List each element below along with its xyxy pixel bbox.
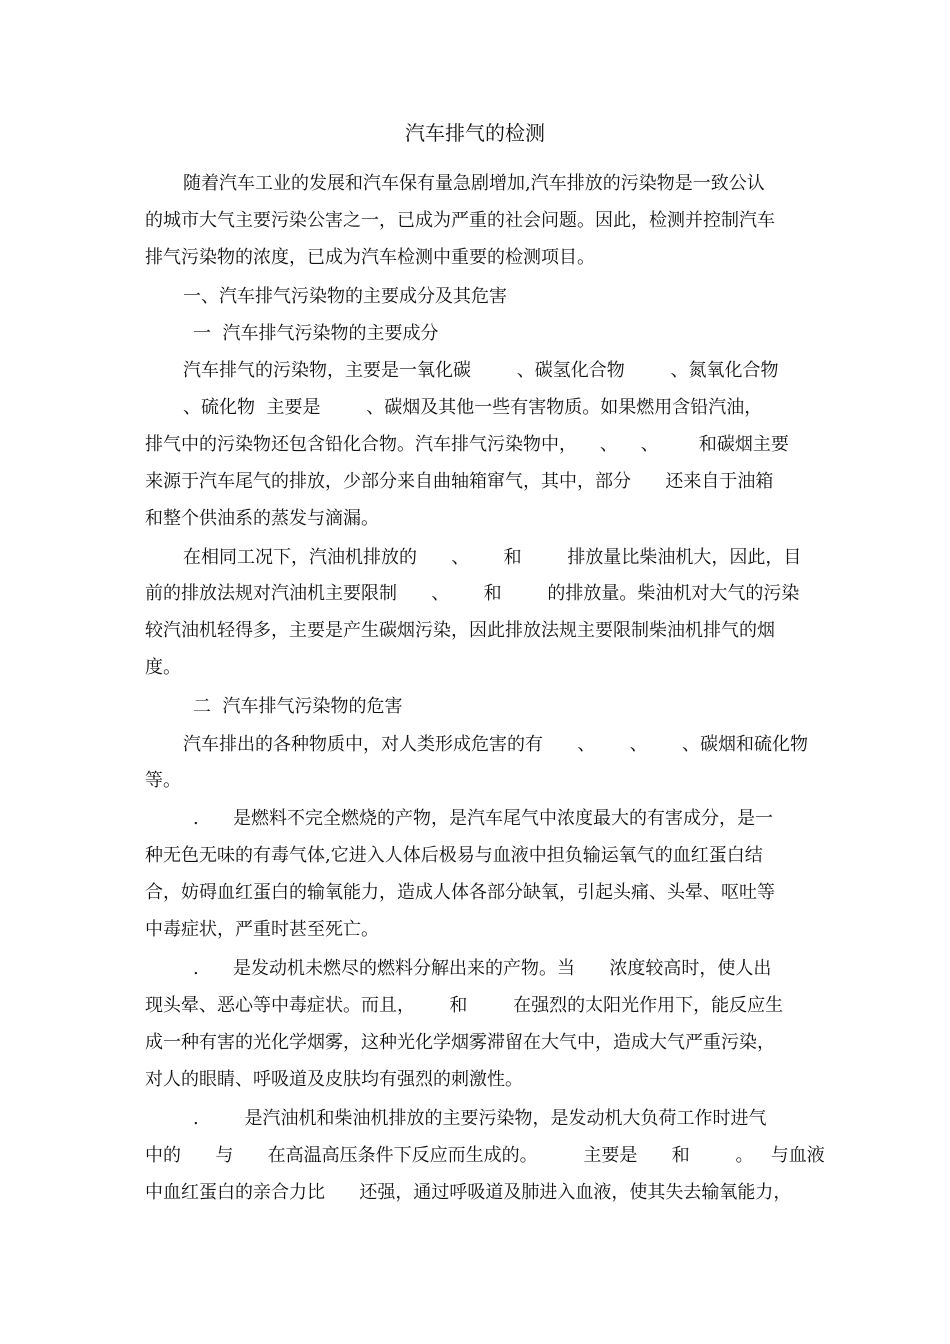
paragraph-line: 汽车排气的污染物，主要是一氧化碳 、碳氢化合物 、氮氧化合物 bbox=[183, 360, 779, 381]
paragraph-line: 在相同工况下，汽油机排放的 、 和 排放量比柴油机大，因此，目 bbox=[183, 547, 802, 568]
paragraph-line: 现头晕、恶心等中毒症状。而且， 和 在强烈的太阳光作用下，能反应生 bbox=[145, 995, 784, 1016]
section-heading: 一、汽车排气污染物的主要成分及其危害 bbox=[183, 286, 507, 307]
paragraph-line: 中的 与 在高温高压条件下反应而生成的。 主要是 和 。 与血液 bbox=[145, 1145, 825, 1166]
paragraph-line: 来源于汽车尾气的排放，少部分来自曲轴箱窜气，其中，部分 还来自于油箱 bbox=[145, 471, 774, 492]
paragraph-line: 对人的眼睛、呼吸道及皮肤均有强烈的刺激性。 bbox=[145, 1069, 523, 1090]
paragraph-line: 的城市大气主要污染公害之一，已成为严重的社会问题。因此，检测并控制汽车 bbox=[145, 210, 775, 231]
paragraph-line: 前的排放法规对汽油机主要限制 、 和 的排放量。柴油机对大气的污染 bbox=[145, 583, 800, 604]
document-title: 汽车排气的检测 bbox=[405, 121, 545, 145]
paragraph-line: . 是汽油机和柴油机排放的主要污染物，是发动机大负荷工作时进气 bbox=[193, 1108, 767, 1129]
paragraph-line: . 是发动机未燃尽的燃料分解出来的产物。当 浓度较高时，使人出 bbox=[193, 958, 772, 979]
paragraph-line: 合，妨碍血红蛋白的输氧能力，造成人体各部分缺氧，引起头痛、头晕、呕吐等 bbox=[145, 882, 775, 903]
paragraph-line: 成一种有害的光化学烟雾，这种光化学烟雾滞留在大气中，造成大气严重污染， bbox=[145, 1032, 775, 1053]
subsection-heading: 一 汽车排气污染物的主要成分 bbox=[193, 323, 439, 344]
paragraph-line: 等。 bbox=[145, 770, 181, 791]
paragraph-line: 较汽油机轻得多，主要是产生碳烟污染，因此排放法规主要限制柴油机排气的烟 bbox=[145, 620, 775, 641]
paragraph-line: . 是燃料不完全燃烧的产物，是汽车尾气中浓度最大的有害成分，是一 bbox=[193, 808, 774, 829]
paragraph-line: 中毒症状，严重时甚至死亡。 bbox=[145, 919, 379, 940]
paragraph-line: 汽车排出的各种物质中，对人类形成危害的有 、 、 、碳烟和硫化物 bbox=[183, 734, 808, 755]
paragraph-line: 排气污染物的浓度，已成为汽车检测中重要的检测项目。 bbox=[145, 247, 595, 268]
paragraph-line: 度。 bbox=[145, 657, 181, 678]
paragraph-line: 中血红蛋白的亲合力比 还强，通过呼吸道及肺进入血液，使其失去输氧能力， bbox=[145, 1182, 792, 1203]
paragraph-line: 种无色无味的有毒气体,它进入人体后极易与血液中担负输运氧气的血红蛋白结 bbox=[145, 845, 763, 866]
paragraph-line: 和整个供油系的蒸发与滴漏。 bbox=[145, 508, 379, 529]
paragraph-line: 、硫化物 主要是 、碳烟及其他一些有害物质。如果燃用含铅汽油， bbox=[183, 397, 763, 418]
paragraph-line: 排气中的污染物还包含铅化合物。汽车排气污染物中， 、 、 和碳烟主要 bbox=[145, 434, 789, 455]
subsection-heading: 二 汽车排气污染物的危害 bbox=[193, 696, 403, 717]
paragraph-line: 随着汽车工业的发展和汽车保有量急剧增加,汽车排放的污染物是一致公认 bbox=[183, 173, 765, 194]
